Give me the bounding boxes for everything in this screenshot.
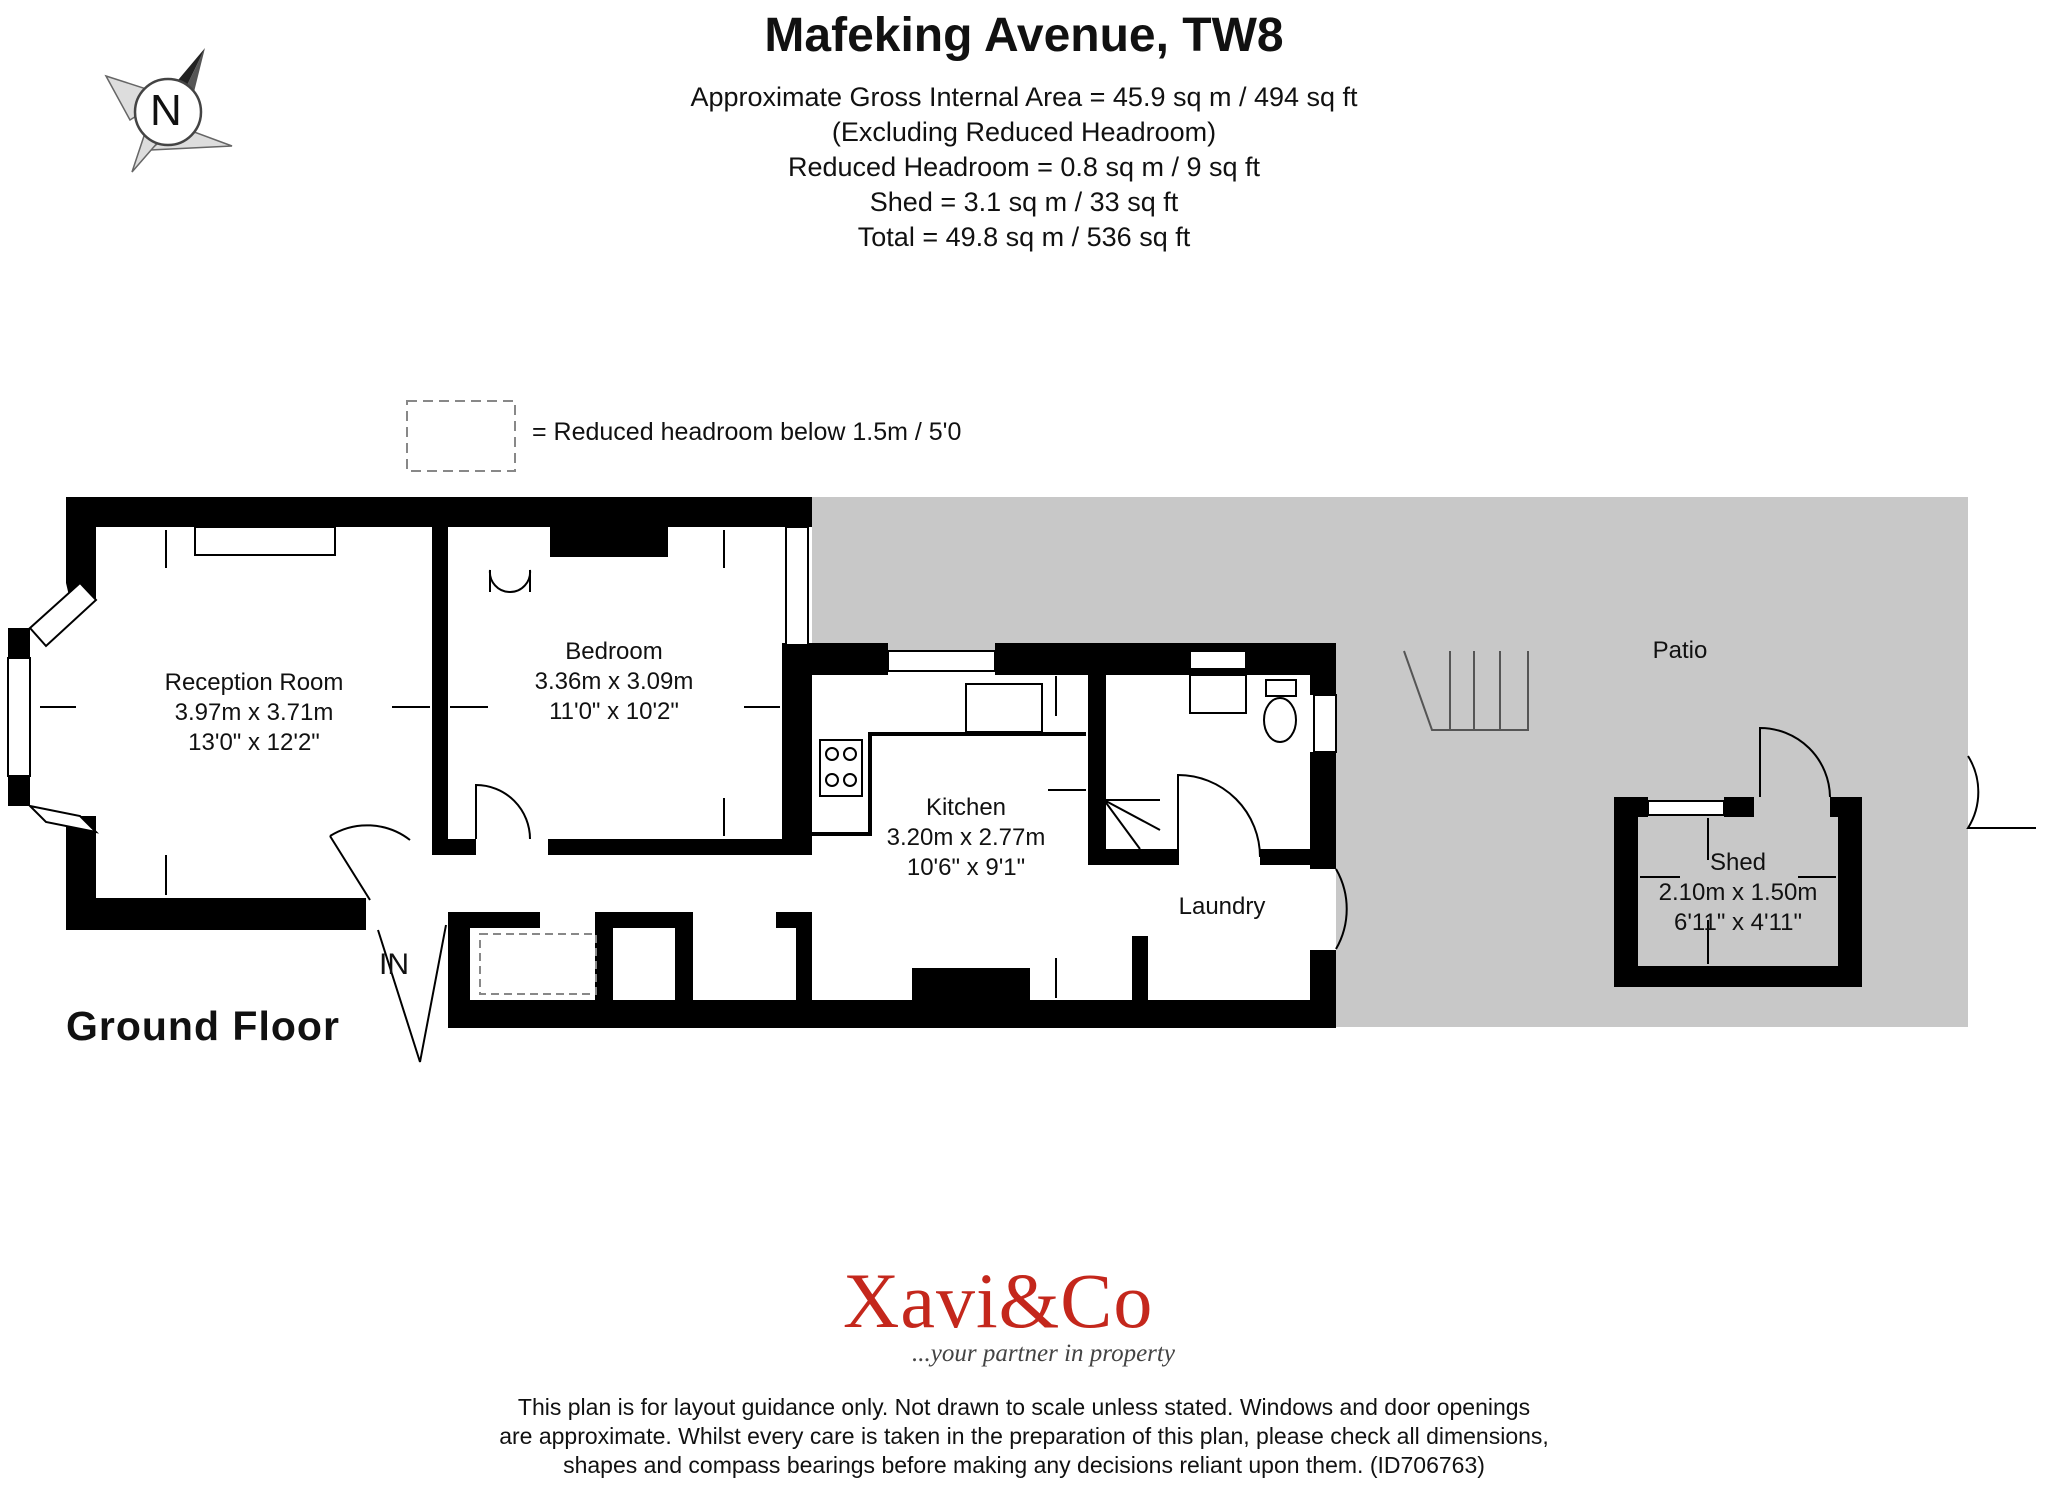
legend-label: = Reduced headroom below 1.5m / 5'0 <box>532 418 962 446</box>
room-name: Shed <box>1709 849 1767 876</box>
compass-north-label: N <box>150 86 182 135</box>
patio-area <box>812 497 1968 1027</box>
room-kitchen <box>887 793 1046 883</box>
room-imperial: 6'11" x 4'11" <box>1673 909 1803 936</box>
area-line: (Excluding Reduced Headroom) <box>831 117 1217 147</box>
brand-tagline: ...your partner in property <box>912 1340 1175 1367</box>
disclaimer-line: This plan is for layout guidance only. Not drawn to scale unless stated. Windows and door openings <box>517 1394 1531 1420</box>
floor-label: Ground Floor <box>66 1003 340 1049</box>
area-line: Approximate Gross Internal Area = 45.9 sq m / 494 sq ft <box>690 82 1358 112</box>
disclaimer-line: are approximate. Whilst every care is taken in the preparation of this plan, please check all dimensions, <box>499 1423 1549 1449</box>
area-line: Reduced Headroom = 0.8 sq m / 9 sq ft <box>788 152 1260 182</box>
room-laundry <box>1179 892 1266 922</box>
area-line: Total = 49.8 sq m / 536 sq ft <box>857 222 1191 252</box>
reduced-headroom-legend-box <box>407 401 515 471</box>
room-shed <box>1659 848 1818 938</box>
room-imperial: 13'0" x 12'2" <box>188 729 320 756</box>
room-name: Reception Room <box>164 669 344 696</box>
room-imperial: 11'0" x 10'2" <box>549 698 679 725</box>
room-reception <box>165 668 344 758</box>
page-title: Mafeking Avenue, TW8 <box>764 9 1284 62</box>
disclaimer-line: shapes and compass bearings before making any decisions reliant upon them. (ID706763) <box>563 1452 1485 1478</box>
room-name: Bedroom <box>565 638 663 665</box>
entrance-label: IN <box>379 948 409 981</box>
room-metric: 3.36m x 3.09m <box>534 668 694 695</box>
room-name: Kitchen <box>925 794 1007 821</box>
room-metric: 2.10m x 1.50m <box>1658 879 1818 906</box>
room-name: Patio <box>1652 637 1708 664</box>
room-patio <box>1653 636 1708 666</box>
room-bedroom <box>535 637 694 727</box>
room-metric: 3.20m x 2.77m <box>886 824 1046 851</box>
area-summary <box>0 80 2048 255</box>
disclaimer <box>0 1393 2048 1480</box>
room-imperial: 10'6" x 9'1" <box>906 854 1026 881</box>
room-name: Laundry <box>1178 893 1266 920</box>
area-line: Shed = 3.1 sq m / 33 sq ft <box>869 187 1179 217</box>
brand-logo: Xavi&Co <box>843 1257 1154 1344</box>
room-metric: 3.97m x 3.71m <box>174 699 334 726</box>
